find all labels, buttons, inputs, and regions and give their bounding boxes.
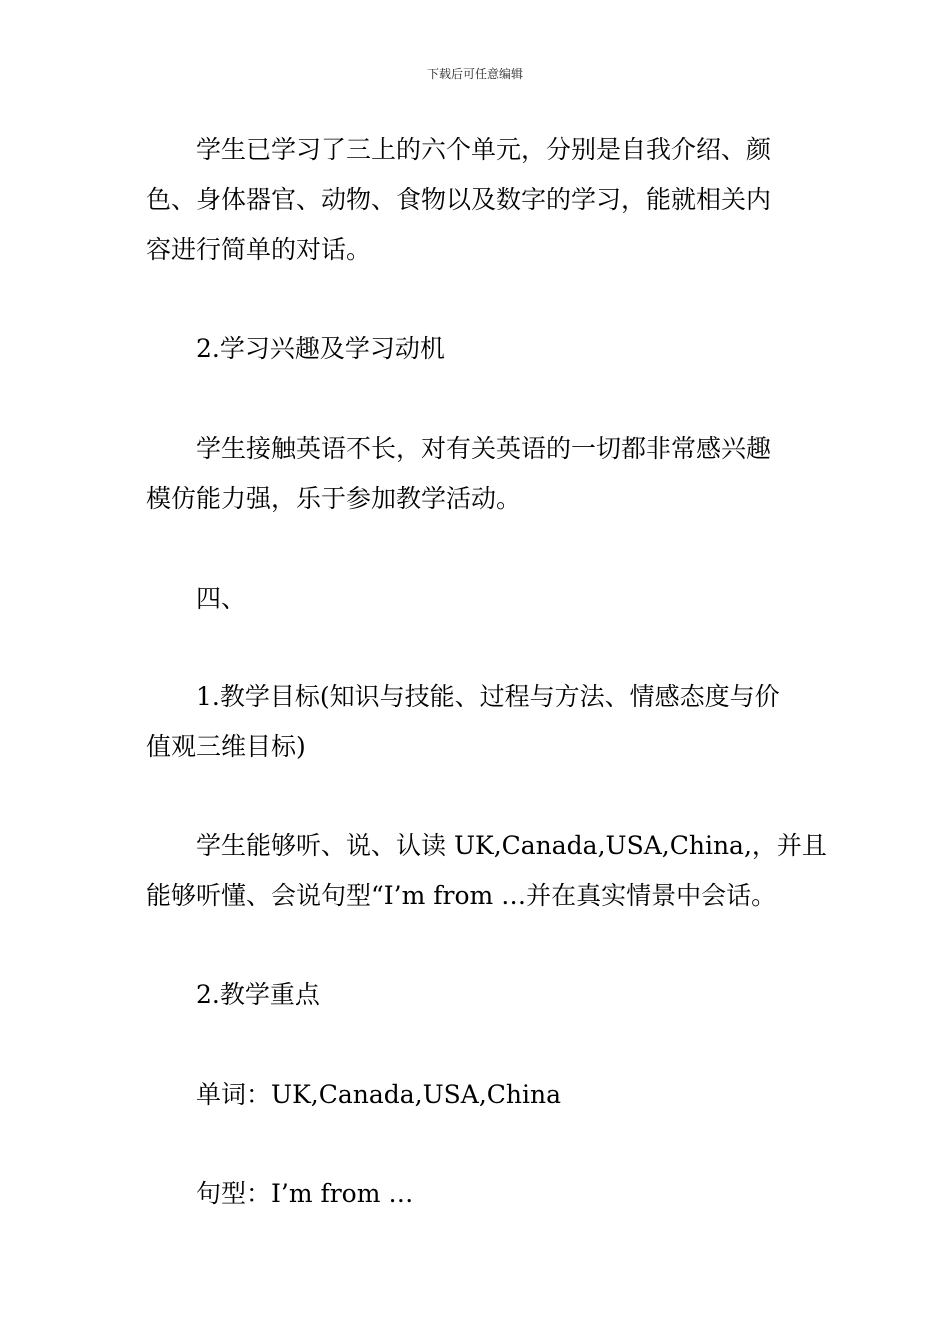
paragraph-key-words [146, 1070, 811, 1120]
paragraph-students-interest [146, 424, 811, 524]
text-line: 1.教学目标(知识与技能、过程与方法、情感态度与价 [146, 682, 780, 711]
text-line: 色、身体器官、动物、食物以及数字的学习，能就相关内 [146, 185, 772, 214]
paragraph-students-prior-knowledge [146, 125, 811, 275]
text-line: 2.学习兴趣及学习动机 [146, 334, 445, 363]
heading-teaching-goals [146, 672, 811, 772]
page-header: 下载后可任意编辑 [426, 67, 523, 81]
text-line: 句型：I’m from … [146, 1179, 414, 1208]
paragraph-key-sentence [146, 1169, 811, 1219]
text-line: 2.教学重点 [146, 980, 320, 1009]
heading-section-four [146, 574, 811, 624]
heading-key-points [146, 970, 811, 1020]
text-line: 单词：UK,Canada,USA,China [146, 1080, 562, 1109]
text-line: 四、 [146, 584, 247, 613]
paragraph-teaching-goals-body [146, 821, 827, 921]
text-line: 学生能够听、说、认读 UK,Canada,USA,China,，并且 [146, 831, 827, 860]
text-line: 模仿能力强，乐于参加教学活动。 [146, 484, 522, 513]
text-line: 容进行简单的对话。 [146, 235, 372, 264]
heading-interest-motivation [146, 324, 811, 374]
text-line: 学生已学习了三上的六个单元，分别是自我介绍、颜 [146, 135, 772, 164]
text-line: 值观三维目标) [146, 732, 306, 761]
text-line: 能够听懂、会说句型“I’m from …并在真实情景中会话。 [146, 881, 777, 910]
text-line: 学生接触英语不长，对有关英语的一切都非常感兴趣 [146, 434, 772, 463]
